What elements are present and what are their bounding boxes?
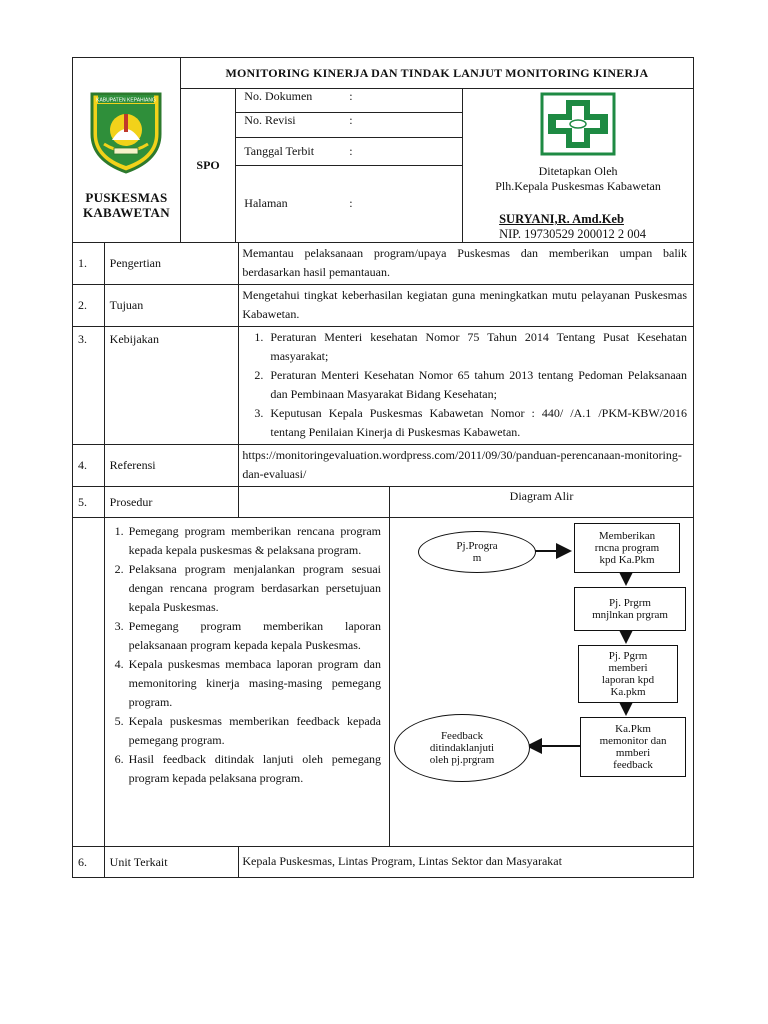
set-by-text: Ditetapkan Oleh [538,164,618,178]
procedure-step: 1. Pemegang program memberikan rencana program kepada kepala puskesmas & pelaksana program. [127,522,381,560]
procedure-list [79,518,389,792]
flow-start-ellipse: Pj.Progra m [418,531,536,573]
row-number: 3. [73,327,105,445]
policy-list [242,328,687,442]
policy-list-cell [239,327,694,445]
approval-cell [463,89,694,243]
kabupaten-logo [84,88,168,176]
position-text: Plh.Kepala Puskesmas Kabawetan [495,179,661,193]
signatory-name: SURYANI,R. Amd.Keb [499,212,624,226]
flowchart [390,518,698,846]
signatory-nip: NIP. 19730529 200012 2 004 [499,227,646,241]
meta-no-revisi [236,113,463,137]
meta-separator: : [349,196,353,211]
policy-item: 1. Peraturan Menteri kesehatan Nomor 75 Tahun 2014 Tentang Pusat Kesehatan masyarakat; [266,328,687,366]
header-table [72,57,694,243]
row-label: Tujuan [104,285,239,327]
row-text: Kepala Puskesmas, Lintas Program, Lintas Sektor dan Masyarakat [239,847,694,878]
row-label: Pengertian [104,243,239,285]
flow-step3-box: Pj. Pgrm memberi laporan kpd Ka.pkm [578,645,678,703]
prosedur-empty-cell [239,487,390,518]
procedure-steps-cell [104,518,389,847]
flow-end-ellipse: Feedback ditindaklanjuti oleh pj.prgram [394,714,530,782]
procedure-step: 4. Kepala puskesmas membaca laporan program dan memonitoring kinerja masing-masing pemegang program. [127,655,381,712]
meta-label: No. Dokumen [244,89,313,103]
row-number: 6. [73,847,105,878]
row-prosedur-content [73,518,694,847]
reference-link[interactable]: https://monitoringevaluation.wordpress.com/2011/09/30/panduan-perencanaan-monitoring-dan-evaluasi/ [239,445,694,487]
meta-separator: : [349,89,353,103]
row-pengertian [73,243,694,285]
procedure-step: 6. Hasil feedback ditindak lanjuti oleh pemegang program kepada pelaksana program. [127,750,381,788]
spo-label: SPO [180,89,235,243]
procedure-step: 2. Pelaksana program menjalankan program sesuai dengan rencana program berdasarkan persetujuan kepala Puskesmas. [127,560,381,617]
meta-separator: : [349,113,353,128]
meta-separator: : [349,143,353,158]
logo-banner-text: KABUPATEN KEPAHIANG [96,97,157,104]
content-table [72,242,694,878]
row-unit-terkait [73,847,694,878]
row-label: Prosedur [104,487,239,518]
meta-halaman [236,165,463,242]
row-label: Referensi [104,445,239,487]
row-label: Kebijakan [104,327,239,445]
flow-step1-box: Memberikan rncna program kpd Ka.Pkm [574,523,680,573]
row-tujuan [73,285,694,327]
meta-label: Halaman [244,196,288,211]
flow-step2-box: Pj. Prgrm mnjlnkan prgram [574,587,686,631]
meta-no-dokumen [236,89,463,113]
row-kebijakan [73,327,694,445]
document-title: MONITORING KINERJA DAN TINDAK LANJUT MONITORING KINERJA [180,58,693,89]
org-name-line2: KABAWETAN [82,205,170,220]
procedure-step: 5. Kepala puskesmas memberikan feedback kepada pemegang program. [127,712,381,750]
row-text: Mengetahui tingkat keberhasilan kegiatan guna meningkatkan mutu pelayanan Puskesmas Kabawetan. [239,285,694,327]
row-number: 2. [73,285,105,327]
row-prosedur [73,487,694,518]
row-number: 1. [73,243,105,285]
flow-step4-box: Ka.Pkm memonitor dan mmberi feedback [580,717,686,777]
meta-label: No. Revisi [244,113,296,128]
meta-label: Tanggal Terbit [244,143,315,158]
meta-tanggal-terbit [236,137,463,165]
flowchart-cell [390,518,694,847]
row-referensi [73,445,694,487]
row-number: 5. [73,487,105,518]
puskesmas-logo [540,92,616,156]
row-number: 4. [73,445,105,487]
diagram-title: Diagram Alir [390,487,694,518]
row-label: Unit Terkait [104,847,239,878]
logo-cell [73,58,181,243]
policy-item: 2. Peraturan Menteri Kesehatan Nomor 65 tahum 2013 tentang Pedoman Pelaksanaan dan Pembinaan Masyarakat Bidang Kesehatan; [266,366,687,404]
procedure-step: 3. Pemegang program memberikan laporan pelaksanaan program kepada kepala Puskesmas. [127,617,381,655]
row-text: Memantau pelaksanaan program/upaya Puskesmas dan memberikan umpan balik berdasarkan hasil pemantauan. [239,243,694,285]
policy-item: 3. Keputusan Kepala Puskesmas Kabawetan Nomor : 440/ /A.1 /PKM-KBW/2016 tentang Penilaian Kinerja di Puskesmas Kabawetan. [266,404,687,442]
org-name-line1: PUSKESMAS [85,190,168,205]
